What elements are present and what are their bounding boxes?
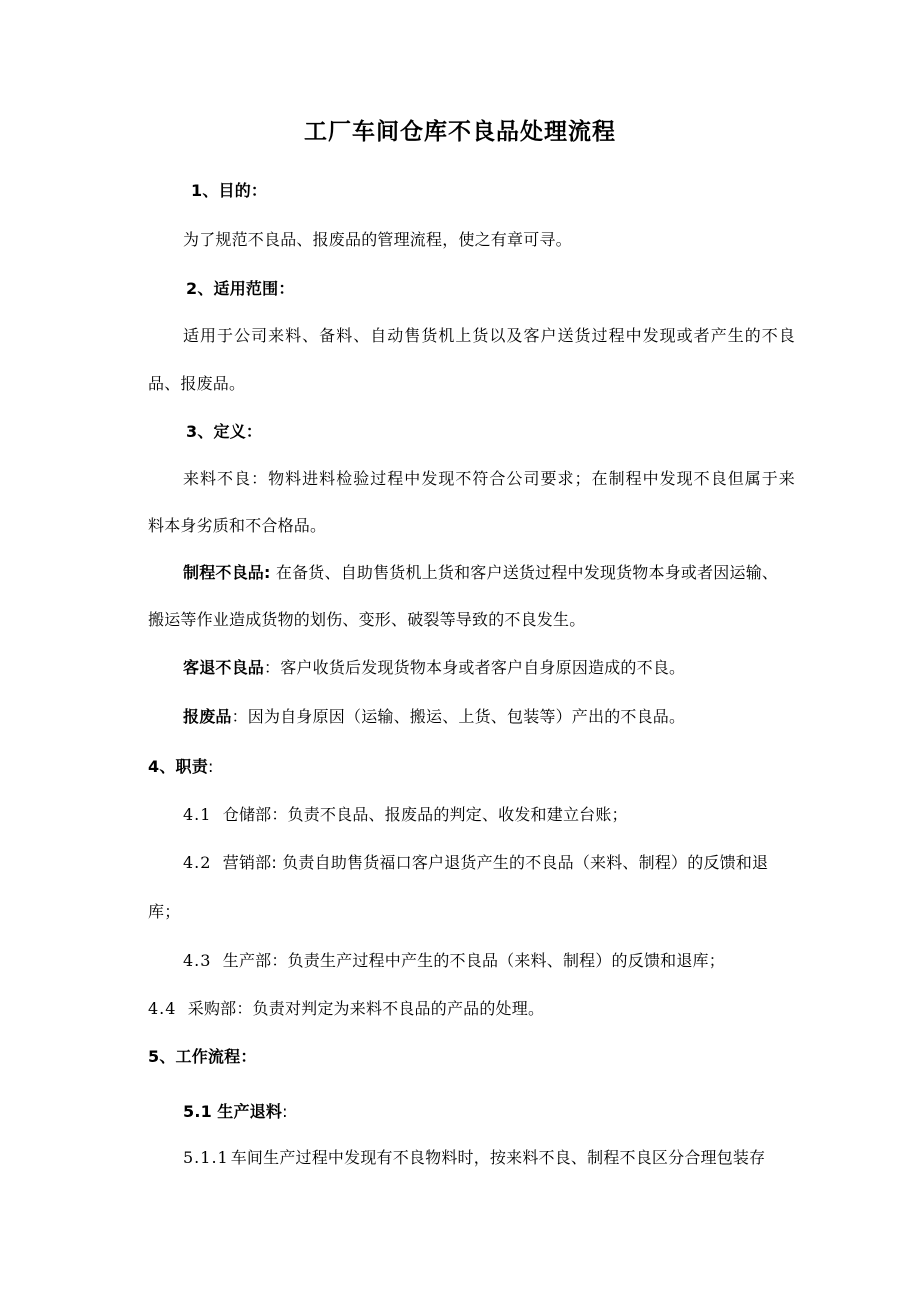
section-1-heading: 1、目的： [191, 181, 268, 200]
subsection-5-1-colon: : [282, 1102, 288, 1121]
document-title: 工厂车间仓库不良品处理流程 [304, 119, 616, 145]
definition-3-term: 客退不良品 [183, 658, 265, 677]
paragraph-5-1-1-number: 5.1.1 [183, 1148, 229, 1167]
responsibility-1 [183, 804, 628, 826]
definition-3 [183, 657, 685, 679]
definition-4-term: 报废品 [183, 707, 232, 726]
definition-2-line-2: 搬运等作业造成货物的划伤、变形、破裂等导致的不良发生。 [148, 610, 586, 629]
section-3-heading: 3、定义： [186, 422, 263, 441]
responsibility-2-number: 4.2 [183, 853, 212, 872]
responsibility-4-number: 4.4 [148, 999, 177, 1018]
definition-3-text: ：客户收货后发现货物本身或者客户自身原因造成的不良。 [264, 658, 686, 677]
subsection-5-1-number: 5.1 [183, 1102, 212, 1121]
paragraph-5-1-1 [183, 1147, 765, 1169]
responsibility-3-number: 4.3 [183, 951, 212, 970]
responsibility-4 [148, 998, 544, 1020]
definition-4 [183, 706, 685, 728]
responsibility-1-text: 仓储部：负责不良品、报废品的判定、收发和建立台账； [222, 805, 628, 824]
definition-2-line-1 [183, 562, 778, 584]
responsibility-4-text: 采购部：负责对判定为来料不良品的产品的处理。 [187, 999, 545, 1018]
section-5-heading: 5、工作流程： [148, 1047, 257, 1066]
section-4-heading [148, 756, 214, 778]
definition-4-text: ：因为自身原因（运输、搬运、上货、包装等）产出的不良品。 [231, 707, 686, 726]
definition-2-term: 制程不良品: [183, 563, 271, 582]
subsection-5-1-heading [183, 1101, 288, 1123]
subsection-5-1-title: 生产退料 [217, 1102, 283, 1121]
responsibility-2-text: 营销部: 负责自助售货福口客户退货产生的不良品（来料、制程）的反馈和退 [222, 853, 769, 872]
responsibility-3-text: 生产部：负责生产过程中产生的不良品（来料、制程）的反馈和退库； [222, 951, 725, 970]
responsibility-1-number: 4.1 [183, 805, 212, 824]
section-2-heading: 2、适用范围： [186, 279, 295, 298]
definition-1-line-1: 来料不良：物料进料检验过程中发现不符合公司要求；在制程中发现不良但属于来 [183, 469, 795, 488]
section-2-text-line-1: 适用于公司来料、备料、自动售货机上货以及客户送货过程中发现或者产生的不良 [183, 326, 795, 345]
section-4-heading-colon: : [207, 757, 214, 776]
responsibility-2-line-2: 库； [148, 902, 181, 921]
definition-1-line-2: 料本身劣质和不合格品。 [148, 516, 327, 535]
section-4-heading-text: 4、职责 [148, 757, 208, 776]
section-2-text-line-2: 品、报废品。 [148, 374, 246, 393]
section-1-text: 为了规范不良品、报废品的管理流程，使之有章可寻。 [183, 230, 572, 249]
responsibility-3 [183, 950, 725, 972]
definition-2-text: 在备货、自助售货机上货和客户送货过程中发现货物本身或者因运输、 [275, 563, 779, 582]
paragraph-5-1-1-text: 车间生产过程中发现有不良物料时，按来料不良、制程不良区分合理包装存 [230, 1148, 766, 1167]
responsibility-2-line-1 [183, 852, 768, 874]
